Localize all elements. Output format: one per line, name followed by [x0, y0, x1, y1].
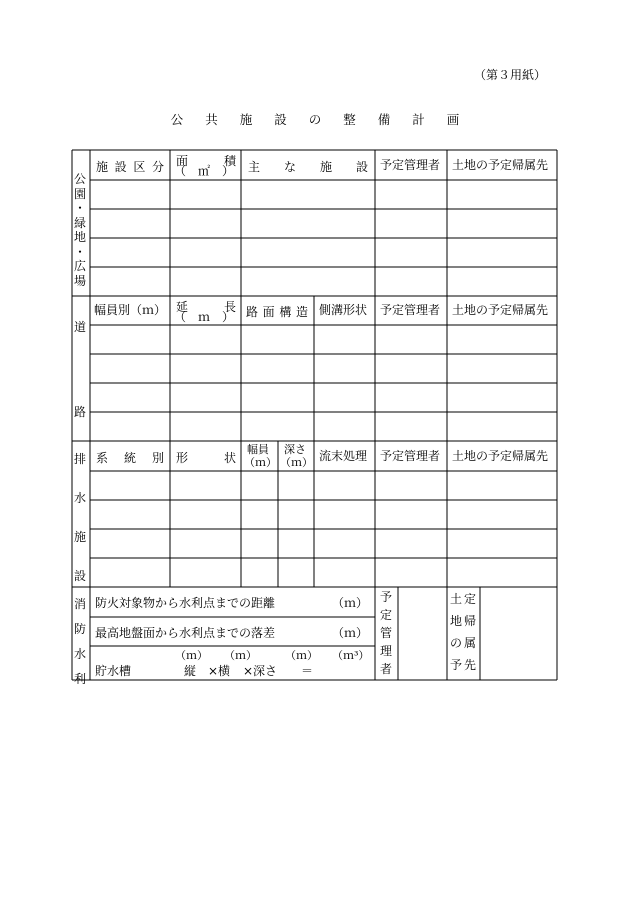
fire-land-a-char: の: [449, 636, 462, 650]
drainage-h1-char: 系: [96, 451, 109, 465]
drainage-header-system: [96, 449, 164, 466]
fire-side-char: 水: [73, 647, 86, 661]
parks-side-char: 広: [73, 259, 86, 273]
parks-h3-char: 設: [355, 160, 368, 174]
drainage-side-char: 施: [73, 530, 86, 544]
roads-header-width: 幅員別（ｍ）: [94, 303, 167, 317]
fire-elevation-label: 最高地盤面から水利点までの落差: [95, 626, 276, 640]
fire-mgr-char: 定: [379, 608, 392, 622]
parks-side-char: 園: [73, 186, 86, 201]
title-char: 設: [274, 112, 287, 127]
drainage-side-char: 設: [73, 569, 86, 583]
parks-h3-char: な: [283, 160, 296, 174]
drainage-side-char: 水: [73, 491, 86, 505]
roads-header-land-owner: 土地の予定帰属先: [452, 303, 549, 317]
title-char: 共: [205, 112, 218, 127]
fire-elevation-unit: （ｍ）: [332, 626, 369, 640]
drainage-header-width-unit: （ｍ）: [244, 456, 277, 469]
parks-side-char: 緑: [73, 215, 86, 230]
roads-side-label-top: 道: [73, 320, 86, 334]
title-char: 整: [343, 112, 356, 127]
drainage-side-label: [72, 450, 88, 606]
fire-side-char: 消: [73, 597, 86, 611]
title-char: 画: [446, 112, 460, 127]
tank-unit-length: （ｍ）: [175, 649, 208, 662]
parks-h2-char: 面: [176, 154, 189, 168]
parks-h1-char: 設: [114, 160, 127, 174]
title-char: 備: [377, 112, 391, 127]
parks-header-area-unit: （ ㎡ ）: [174, 164, 235, 178]
roads-h3-char: 路: [246, 305, 259, 319]
parks-h1-char: 区: [133, 160, 146, 174]
tank-unit-width: （ｍ）: [224, 649, 257, 662]
drainage-header-shape: [176, 449, 236, 466]
parks-h3-char: 施: [319, 160, 332, 174]
roads-h2-char: 長: [223, 300, 236, 314]
tank-depth-label: ×深さ: [243, 664, 278, 678]
fire-land-a-char: 地: [449, 614, 462, 628]
drainage-side-char: 排: [73, 452, 86, 466]
fire-land-a-char: 予: [449, 658, 462, 672]
drainage-header-width: 幅員: [247, 443, 269, 456]
drainage-header-depth: 深さ: [284, 443, 306, 456]
roads-header-surface: [246, 303, 308, 320]
drainage-h2-char: 状: [223, 451, 236, 465]
fire-distance-unit: （ｍ）: [332, 596, 369, 610]
fire-manager-label: [378, 588, 394, 678]
tank-width-label: ×横: [208, 664, 231, 678]
fire-land-label-b: [462, 588, 478, 676]
fire-mgr-char: 者: [379, 662, 392, 676]
drainage-header-outflow: 流末処理: [319, 449, 368, 463]
fire-land-a-char: 土: [449, 592, 462, 606]
parks-side-char: 地: [73, 230, 86, 244]
roads-h2-char: 延: [176, 300, 189, 314]
roads-header-length-unit: （ ｍ ）: [174, 310, 235, 324]
tank-unit-depth: （ｍ）: [285, 649, 318, 662]
roads-h3-char: 面: [262, 305, 275, 319]
parks-h3-char: 主: [248, 160, 261, 174]
tank-length-label: 縦: [184, 664, 197, 678]
drainage-header-land-owner: 土地の予定帰属先: [452, 449, 549, 463]
fire-side-char: 利: [73, 672, 86, 686]
parks-side-char: ・: [73, 244, 86, 259]
drainage-h2-char: 形: [176, 451, 189, 465]
parks-h1-char: 施: [96, 160, 109, 174]
fire-distance-label: 防火対象物から水利点までの距離: [95, 596, 276, 610]
title-char: の: [308, 112, 322, 127]
roads-h3-char: 構: [279, 305, 292, 319]
roads-h3-char: 造: [295, 305, 308, 319]
drainage-h1-char: 統: [123, 451, 136, 465]
roads-header-gutter: 側溝形状: [319, 303, 368, 317]
roads-header-manager: 予定管理者: [380, 303, 441, 317]
fire-mgr-char: 理: [379, 644, 392, 658]
parks-side-label: [72, 172, 88, 288]
parks-h2-char: 積: [223, 154, 236, 168]
title-char: 計: [412, 112, 425, 127]
roads-side-label-bottom: 路: [73, 405, 86, 419]
parks-h1-char: 分: [151, 160, 164, 174]
fire-land-b-char: 定: [463, 592, 476, 606]
tank-label: 貯水槽: [95, 664, 132, 678]
drainage-header-depth-unit: （ｍ）: [280, 456, 313, 469]
parks-header-main-facility: [248, 158, 368, 175]
sheet-number-label: （第３用紙）: [474, 68, 547, 82]
parks-side-char: ・: [73, 201, 86, 215]
parks-header-facility-type: [96, 158, 164, 175]
fire-mgr-char: 予: [379, 590, 392, 604]
title-char: 公: [170, 112, 184, 127]
title-char: 施: [239, 112, 253, 127]
parks-side-char: 公: [73, 172, 86, 186]
parks-header-land-owner: 土地の予定帰属先: [452, 158, 549, 172]
parks-side-char: 場: [73, 273, 86, 288]
tank-equals: ＝: [301, 664, 314, 678]
drainage-h1-char: 別: [151, 451, 164, 465]
fire-side-char: 防: [73, 622, 86, 636]
parks-header-manager: 予定管理者: [380, 158, 441, 172]
fire-mgr-char: 管: [379, 626, 392, 640]
tank-unit-volume: （ｍ³）: [332, 649, 370, 662]
drainage-header-manager: 予定管理者: [380, 449, 441, 463]
fire-land-b-char: 先: [463, 658, 476, 672]
fire-side-label: [72, 595, 88, 695]
fire-land-b-char: 帰: [463, 614, 476, 628]
fire-land-b-char: 属: [463, 636, 476, 650]
